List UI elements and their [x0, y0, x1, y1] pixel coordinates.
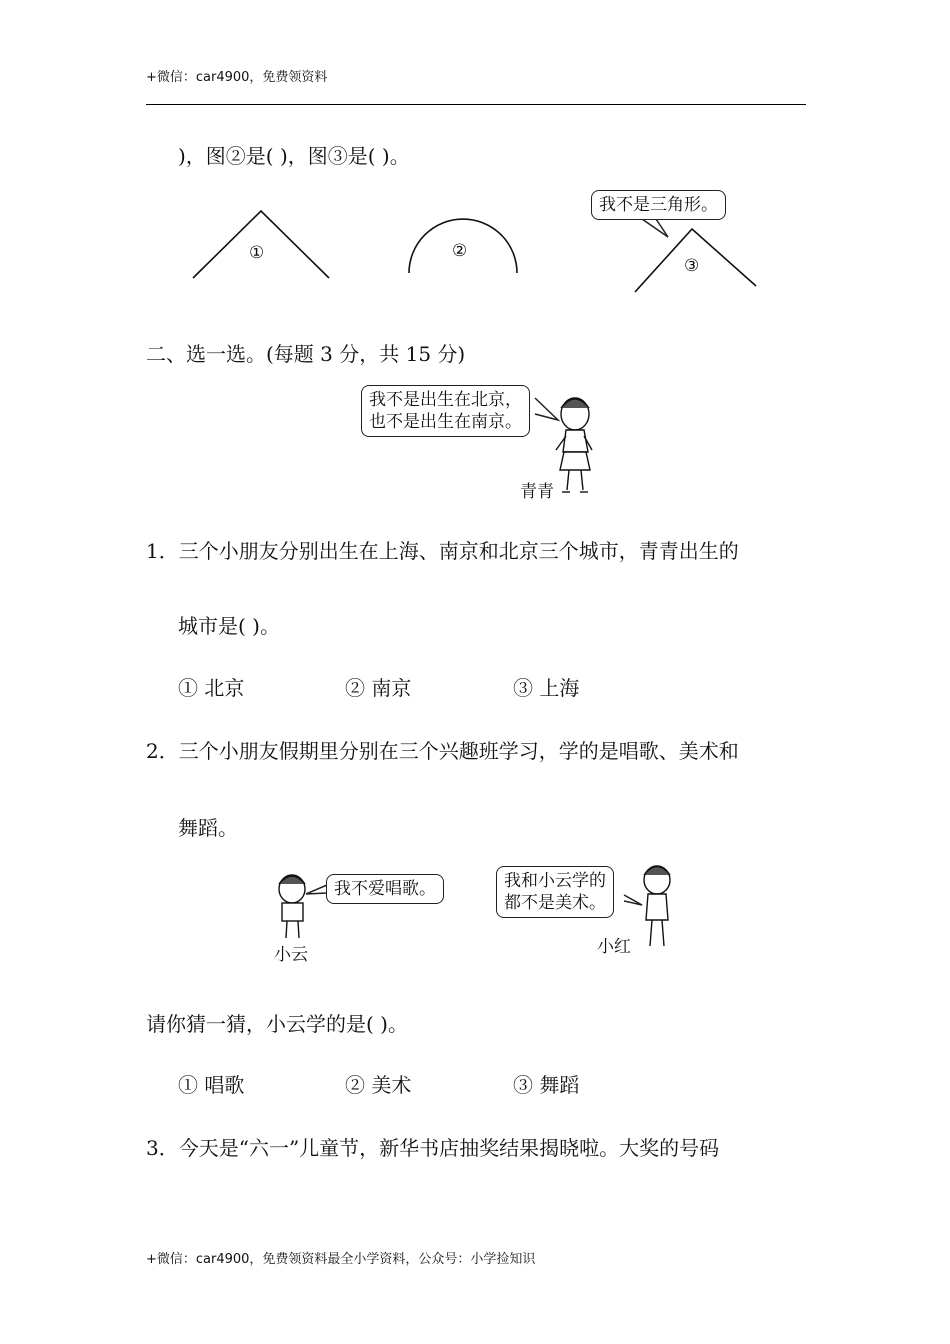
q1-line2: 城市是( )。 — [178, 614, 280, 638]
xiaohong-figure — [644, 866, 670, 946]
xiaoyun-figure — [279, 875, 305, 938]
page-footer: +微信：car4900，免费领资料最全小学资料，公众号：小学捡知识 — [146, 1252, 536, 1267]
qingqing-bubble-line1: 我不是出生在北京， — [369, 390, 522, 410]
q1-option1: ① 北京 — [178, 676, 245, 700]
figure2-label: ② — [452, 241, 468, 261]
qingqing-speech-bubble — [361, 385, 530, 437]
xiaoyun-name: 小云 — [274, 945, 308, 965]
xiaohong-bubble-line1: 我和小云学的 — [504, 871, 606, 891]
q2-line1: 2．三个小朋友假期里分别在三个兴趣班学习，学的是唱歌、美术和 — [146, 739, 739, 763]
figure3-label: ③ — [684, 256, 700, 276]
q1-option3: ③ 上海 — [513, 676, 580, 700]
qingqing-bubble-tail — [535, 398, 558, 420]
q1-option2: ② 南京 — [345, 676, 412, 700]
top-line-text: )，图②是( )，图③是( )。 — [178, 144, 410, 168]
q2-option3: ③ 舞蹈 — [513, 1073, 580, 1097]
xiaoyun-bubble-tail — [306, 885, 327, 894]
qingqing-name: 青青 — [520, 482, 554, 502]
q2-option1: ① 唱歌 — [178, 1073, 245, 1097]
q2-line2: 舞蹈。 — [178, 816, 238, 840]
xiaohong-bubble-tail — [624, 895, 642, 905]
xiaoyun-speech-bubble: 我不爱唱歌。 — [326, 874, 444, 904]
page-header: +微信：car4900，免费领资料 — [146, 70, 328, 85]
qingqing-bubble-line2: 也不是出生在南京。 — [369, 412, 522, 432]
qingqing-figure — [556, 398, 592, 492]
q2-question: 请你猜一猜，小云学的是( )。 — [146, 1012, 408, 1036]
bubble3-tail — [642, 219, 668, 237]
q2-option2: ② 美术 — [345, 1073, 412, 1097]
xiaohong-speech-bubble — [496, 866, 614, 918]
section2-title: 二、选一选。(每题 3 分，共 15 分) — [146, 342, 466, 366]
q1-line1: 1．三个小朋友分别出生在上海、南京和北京三个城市，青青出生的 — [146, 539, 739, 563]
xiaohong-bubble-line2: 都不是美术。 — [504, 893, 606, 913]
figure3-speech-bubble: 我不是三角形。 — [591, 190, 726, 220]
q3-line1: 3．今天是“六一”儿童节，新华书店抽奖结果揭晓啦。大奖的号码 — [146, 1136, 720, 1160]
xiaohong-name: 小红 — [597, 937, 631, 957]
figure1-label: ① — [249, 243, 265, 263]
